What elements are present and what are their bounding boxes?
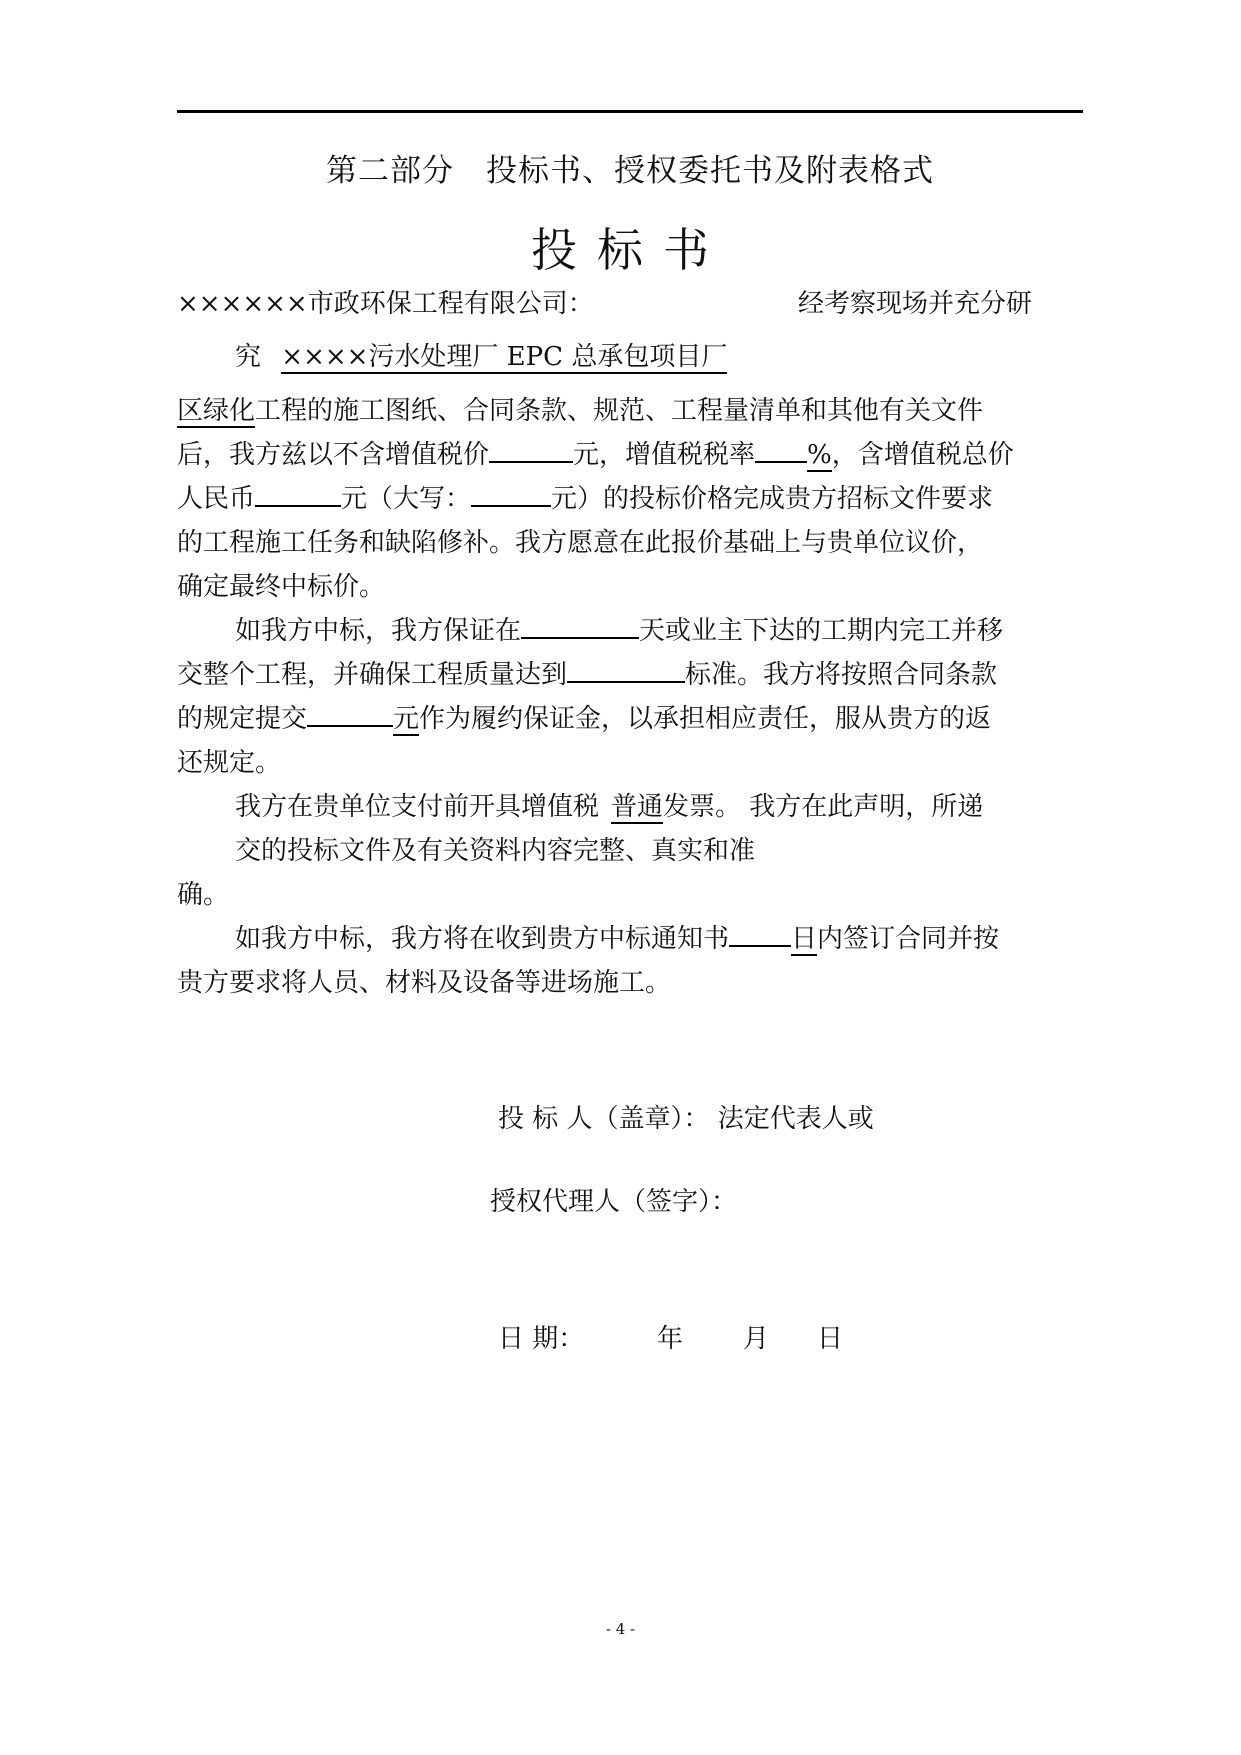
project-name-part-2: 区绿化 (177, 396, 256, 426)
line9-text-2: 标准。我方将按照合同条款 (685, 660, 998, 690)
duration-days-blank[interactable] (521, 637, 639, 639)
body-line-5 (177, 480, 993, 518)
body-line-4 (177, 436, 1014, 474)
line10-text-1: 的规定提交 (177, 704, 308, 734)
body-line-8 (235, 612, 1003, 650)
date-year: 年 (657, 1324, 684, 1354)
body-line-13: 交的投标文件及有关资料内容完整、真实和准 (235, 836, 756, 866)
line8-text-2: 天或业主下达的工期内完工并移 (639, 616, 1004, 646)
line5-text-2: 元（大写： (341, 484, 472, 514)
header-rule (177, 110, 1083, 113)
section-title: 第二部分 投标书、授权委托书及附表格式 (326, 153, 934, 189)
line12-text-1: 我方在贵单位支付前开具增值税 (235, 792, 600, 822)
page-number: - 4 - (605, 1620, 636, 1638)
quality-standard-blank[interactable] (567, 681, 685, 683)
agent-signature-label: 授权代理人（签字）： (490, 1187, 738, 1217)
project-name-part-1: ××××污水处理厂 EPC 总承包项目厂 (281, 342, 728, 372)
performance-bond-blank[interactable] (307, 725, 393, 727)
line2-prefix: 究 (235, 342, 262, 372)
line4-text-1: 后，我方兹以不含增值税价 (177, 440, 490, 470)
line12-text-3: 发票。 我方在此声明，所递 (663, 792, 984, 822)
body-line-2 (235, 338, 727, 376)
document-title: 投标书 (531, 223, 729, 277)
line8-text-1: 如我方中标，我方保证在 (235, 616, 522, 646)
body-line-3 (177, 392, 983, 430)
line3-text: 工程的施工图纸、合同条款、规范、工程量清单和其他有关文件 (255, 396, 984, 426)
line4-text-2: 元，增值税税率 (573, 440, 756, 470)
body-line-12 (235, 788, 983, 826)
body-line-14: 确。 (177, 880, 230, 910)
line10-text-3: 作为履约保证金，以承担相应责任，服从贵方的返 (419, 704, 992, 734)
bidder-seal-label: 投 标 人（盖章）： 法定代表人或 (498, 1104, 874, 1134)
total-price-words-blank[interactable] (471, 505, 551, 507)
line15-text-3: 内签订合同并按 (817, 924, 1000, 954)
line15-day: 日 (791, 924, 818, 954)
addressee: ××××××市政环保工程有限公司： (177, 289, 594, 319)
date-label: 日 期： (498, 1324, 585, 1354)
invoice-type: 普通 (611, 792, 664, 822)
tax-rate-blank[interactable] (755, 461, 807, 463)
line5-text-3: 元）的投标价格完成贵方招标文件要求 (551, 484, 994, 514)
price-excl-tax-blank[interactable] (489, 461, 573, 463)
body-line-9 (177, 656, 997, 694)
sign-days-blank[interactable] (729, 945, 791, 947)
line5-text-1: 人民币 (177, 484, 256, 514)
body-line-15 (235, 920, 999, 958)
body-line-10 (177, 700, 991, 738)
line9-text-1: 交整个工程，并确保工程质量达到 (177, 660, 568, 690)
percent-sign: % (807, 440, 832, 470)
line15-text-1: 如我方中标，我方将在收到贵方中标通知书 (235, 924, 730, 954)
total-price-blank[interactable] (255, 505, 341, 507)
line10-currency: 元 (393, 704, 420, 734)
line4-text-4: ，含增值税总价 (831, 440, 1014, 470)
body-line-11: 还规定。 (177, 748, 282, 778)
body-line-7: 确定最终中标价。 (177, 572, 386, 602)
body-line-6: 的工程施工任务和缺陷修补。我方愿意在此报价基础上与贵单位议价， (177, 528, 984, 558)
body-line-16: 贵方要求将人员、材料及设备等进场施工。 (177, 968, 672, 998)
date-day: 日 (817, 1324, 844, 1354)
date-month: 月 (743, 1324, 770, 1354)
intro-tail: 经考察现场并充分研 (798, 289, 1033, 319)
